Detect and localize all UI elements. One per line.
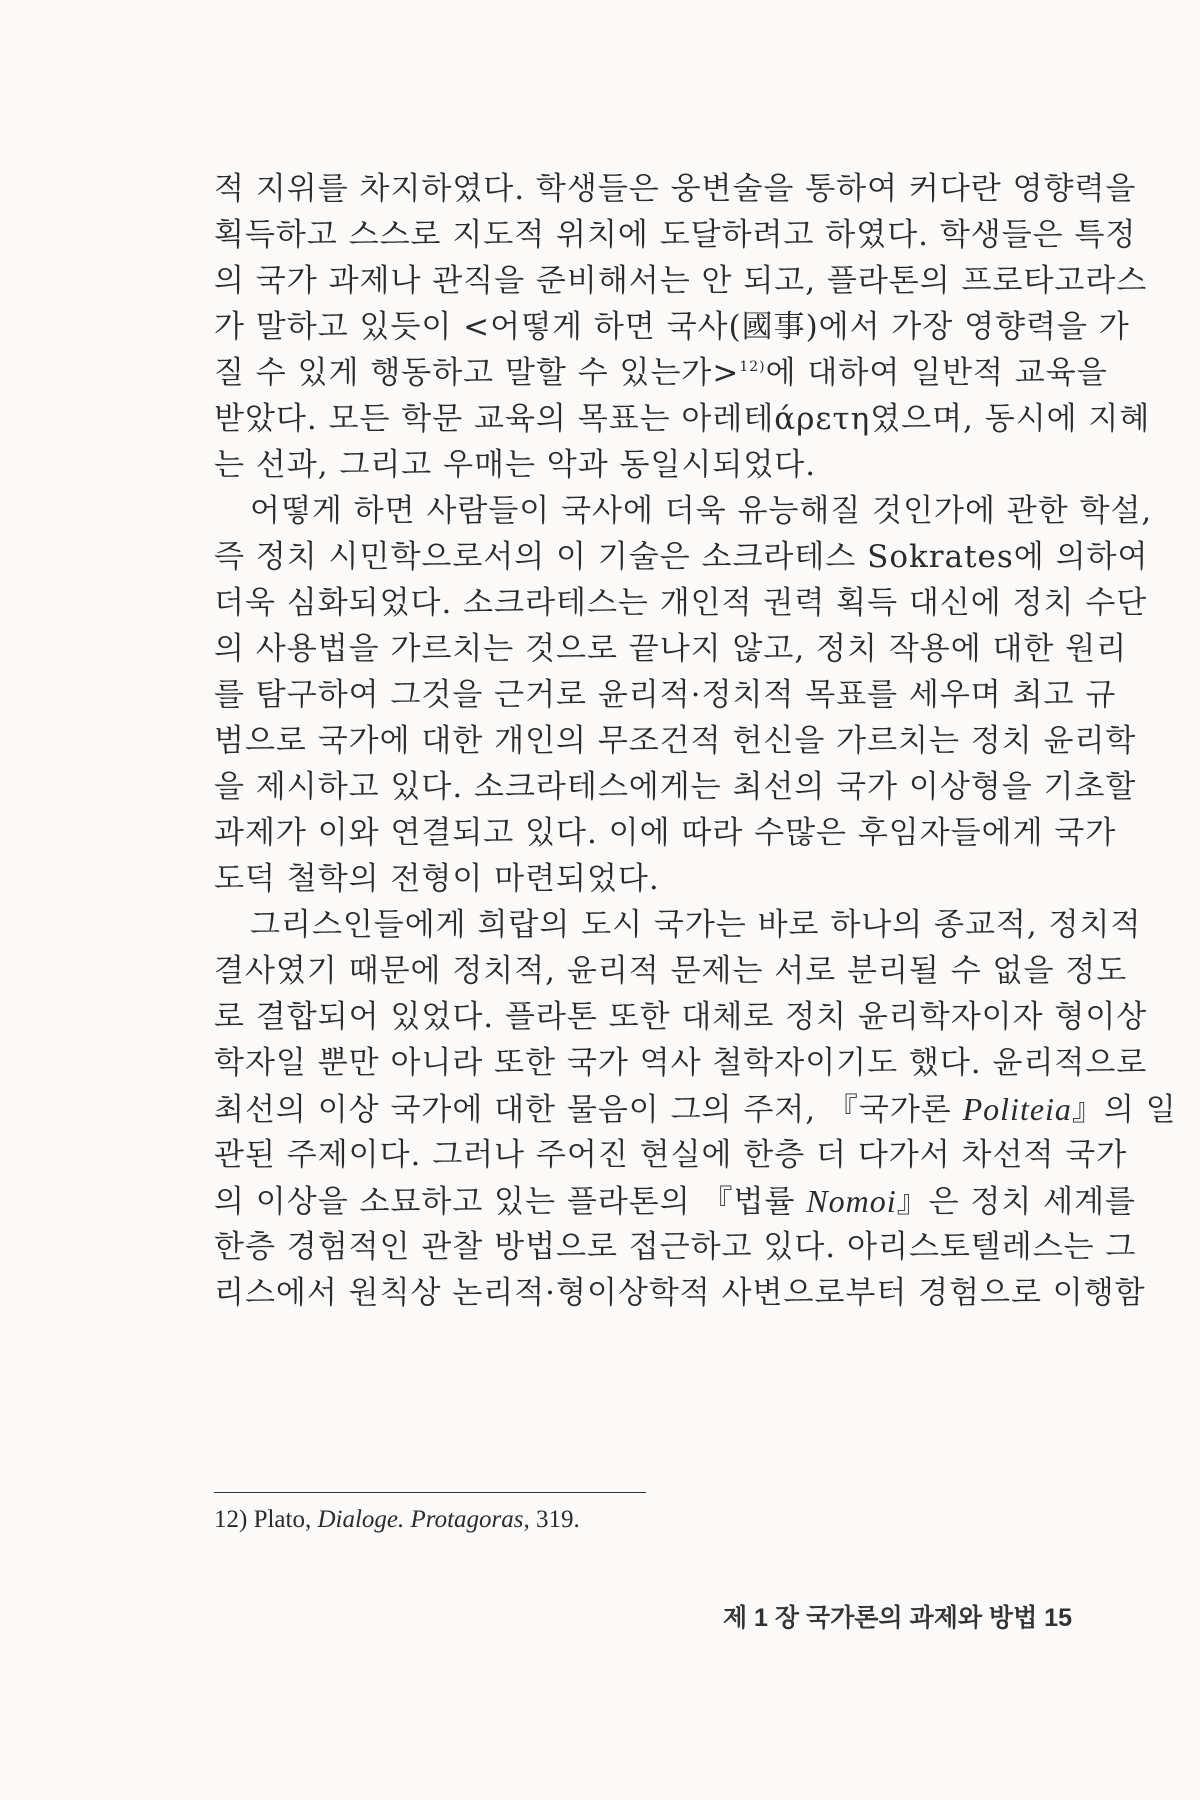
text-line: 는 선과, 그리고 우매는 악과 동일시되었다. — [214, 447, 817, 483]
text-line: 리스에서 원칙상 논리적·형이상학적 사변으로부터 경험으로 이행함 — [214, 1275, 1146, 1311]
text-segment: 』은 정치 세계를 — [896, 1184, 1136, 1220]
text-line: 한층 경험적인 관찰 방법으로 접근하고 있다. 아리스토텔레스는 그 — [214, 1229, 1137, 1265]
footnote-author: Plato, — [253, 1506, 312, 1533]
text-line: 관된 주제이다. 그러나 주어진 현실에 한층 더 다가서 차선적 국가 — [214, 1137, 1128, 1173]
text-line: 의 사용법을 가르치는 것으로 끝나지 않고, 정치 작용에 대한 원리 — [214, 631, 1128, 667]
footnote-reference: 12) — [739, 359, 766, 375]
text-line: 범으로 국가에 대한 개인의 무조건적 헌신을 가르치는 정치 윤리학 — [214, 723, 1137, 759]
text-line: 가 말하고 있듯이 <어떻게 하면 국사(國事)에서 가장 영향력을 가 — [214, 309, 1130, 345]
text-line: 즉 정치 시민학으로서의 이 기술은 소크라테스 Sokrates에 의하여 — [214, 539, 1149, 575]
text-line: 과제가 이와 연결되고 있다. 이에 따라 수많은 후임자들에게 국가 — [214, 815, 1117, 851]
paragraph-first-line: 어떻게 하면 사람들이 국사에 더욱 유능해질 것인가에 관한 학설, — [250, 493, 1153, 529]
italic-title: Politeia — [962, 1091, 1072, 1127]
footnote-divider — [214, 1492, 646, 1493]
footnote — [214, 1506, 580, 1534]
footnote-page: 319. — [536, 1506, 580, 1533]
text-line: 의 국가 과제나 관직을 준비해서는 안 되고, 플라톤의 프로타고라스 — [214, 263, 1148, 299]
body-text — [214, 166, 1177, 1316]
text-line: 더욱 심화되었다. 소크라테스는 개인적 권력 획득 대신에 정치 수단 — [214, 585, 1148, 621]
text-line: 도덕 철학의 전형이 마련되었다. — [214, 861, 660, 897]
text-line: 을 제시하고 있다. 소크라테스에게는 최선의 국가 이상형을 기초할 — [214, 769, 1137, 805]
text-line — [214, 1178, 1136, 1224]
text-segment: 질 수 있게 행동하고 말할 수 있는가> — [214, 355, 740, 391]
text-line: 획득하고 스스로 지도적 위치에 도달하려고 하였다. 학생들은 특정 — [214, 217, 1137, 253]
text-segment: 에 대하여 일반적 교육을 — [765, 355, 1108, 391]
text-line: 학자일 뿐만 아니라 또한 국가 역사 철학자이기도 했다. 윤리적으로 — [214, 1045, 1148, 1081]
running-footer: 제 1 장 국가론의 과제와 방법 15 — [722, 1604, 1072, 1632]
paragraph-first-line: 그리스인들에게 희랍의 도시 국가는 바로 하나의 종교적, 정치적 — [250, 907, 1142, 943]
footnote-number: 12) — [214, 1506, 248, 1533]
text-line — [214, 350, 1108, 396]
text-line: 받았다. 모든 학문 교육의 목표는 아레테άρετη였으며, 동시에 지혜 — [214, 401, 1151, 437]
text-line: 로 결합되어 있었다. 플라톤 또한 대체로 정치 윤리학자이자 형이상 — [214, 999, 1148, 1035]
text-line: 결사였기 때문에 정치적, 윤리적 문제는 서로 분리될 수 없을 정도 — [214, 953, 1128, 989]
italic-title: Nomoi — [806, 1183, 897, 1219]
text-line: 적 지위를 차지하였다. 학생들은 웅변술을 통하여 커다란 영향력을 — [214, 171, 1137, 207]
text-segment: 의 이상을 소묘하고 있는 플라톤의 『법률 — [214, 1184, 807, 1220]
footnote-work: Dialoge. Protagoras, — [317, 1506, 530, 1533]
text-segment: 최선의 이상 국가에 대한 물음이 그의 주저, 『국가론 — [214, 1092, 963, 1128]
text-line — [214, 1086, 1177, 1132]
text-line: 를 탐구하여 그것을 근거로 윤리적·정치적 목표를 세우며 최고 규 — [214, 677, 1117, 713]
text-segment: 』의 일 — [1071, 1092, 1177, 1128]
